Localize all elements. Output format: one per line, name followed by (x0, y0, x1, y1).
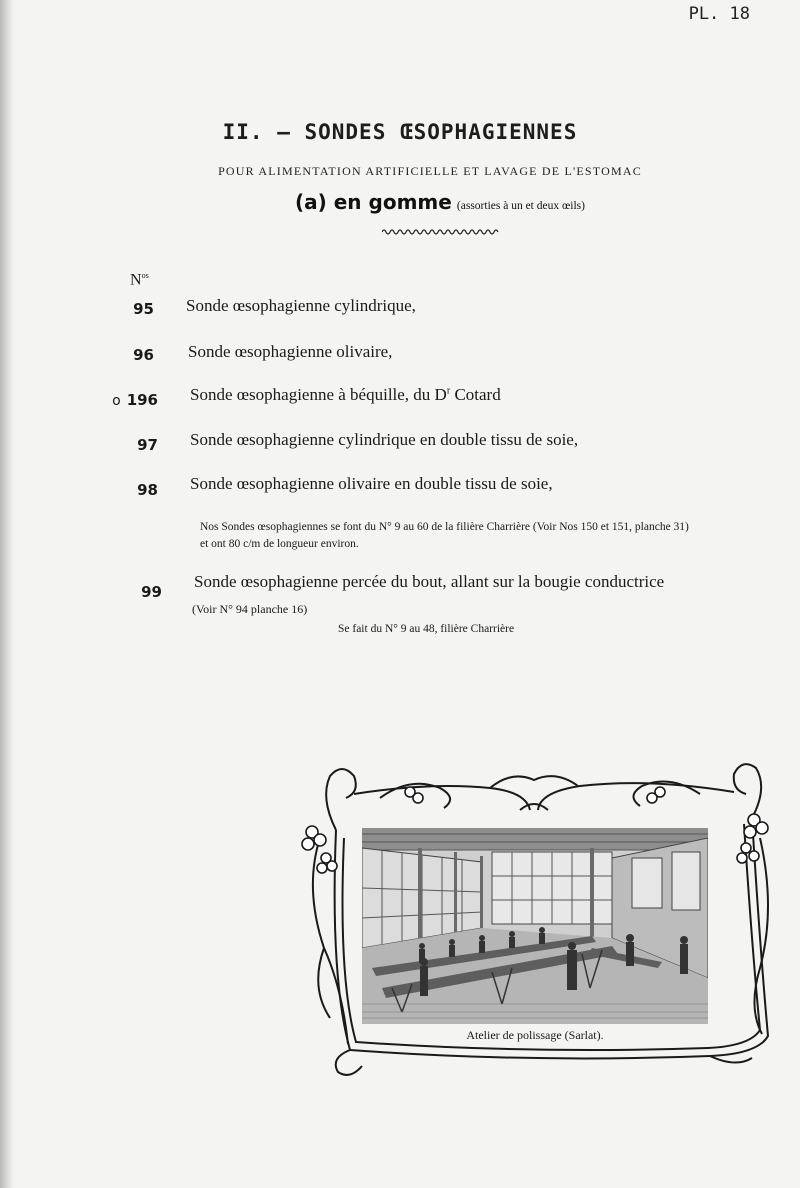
subheading (0, 190, 800, 214)
item-number: 96 (133, 346, 154, 364)
numbers-column-label: $N^{os}$ (130, 271, 149, 289)
item-description: Sonde œsophagienne à béquille, du $D^r$ Cotard (190, 385, 501, 404)
section-title: II. — SONDES ŒSOPHAGIENNES (222, 120, 578, 144)
item-number: 95 (133, 300, 154, 318)
item-description: Sonde œsophagienne olivaire, (188, 342, 393, 361)
item-size-range: Se fait du N° 9 au 48, filière Charrière (338, 623, 515, 635)
item-number: 97 (137, 436, 158, 454)
item-description: Sonde œsophagienne olivaire en double tissu de soie, (190, 474, 553, 493)
section-subtitle: POUR ALIMENTATION ARTIFICIELLE ET LAVAGE DE L'ESTOMAC (218, 164, 642, 178)
plate-number: PL. 18 (688, 4, 750, 24)
subheading-main: (a) en gomme (295, 190, 452, 214)
item-marker: o (112, 393, 121, 409)
item-description: Sonde œsophagienne percée du bout, allant sur la bougie conductrice (194, 572, 665, 591)
wavy-divider (382, 228, 500, 236)
item-description: Sonde œsophagienne cylindrique, (186, 296, 416, 315)
workshop-engraving (362, 828, 708, 1024)
sizes-note-line-1: Nos Sondes œsophagiennes se font du N° 9 au 60 de la filière Charrière (Voir Nos 150 et 151, planche 31) (200, 521, 689, 533)
item-number: 99 (141, 583, 162, 601)
illustration-caption: Atelier de polissage (Sarlat). (466, 1028, 604, 1042)
item-description: Sonde œsophagienne cylindrique en double tissu de soie, (190, 430, 579, 449)
sizes-note-line-2: et ont 80 c/m de longueur environ. (200, 538, 359, 550)
item-number: o 196 (112, 391, 158, 409)
item-number: 98 (137, 481, 158, 499)
item-reference: (Voir N° 94 planche 16) (192, 602, 308, 616)
subheading-note: (assorties à un et deux œils) (456, 200, 585, 212)
